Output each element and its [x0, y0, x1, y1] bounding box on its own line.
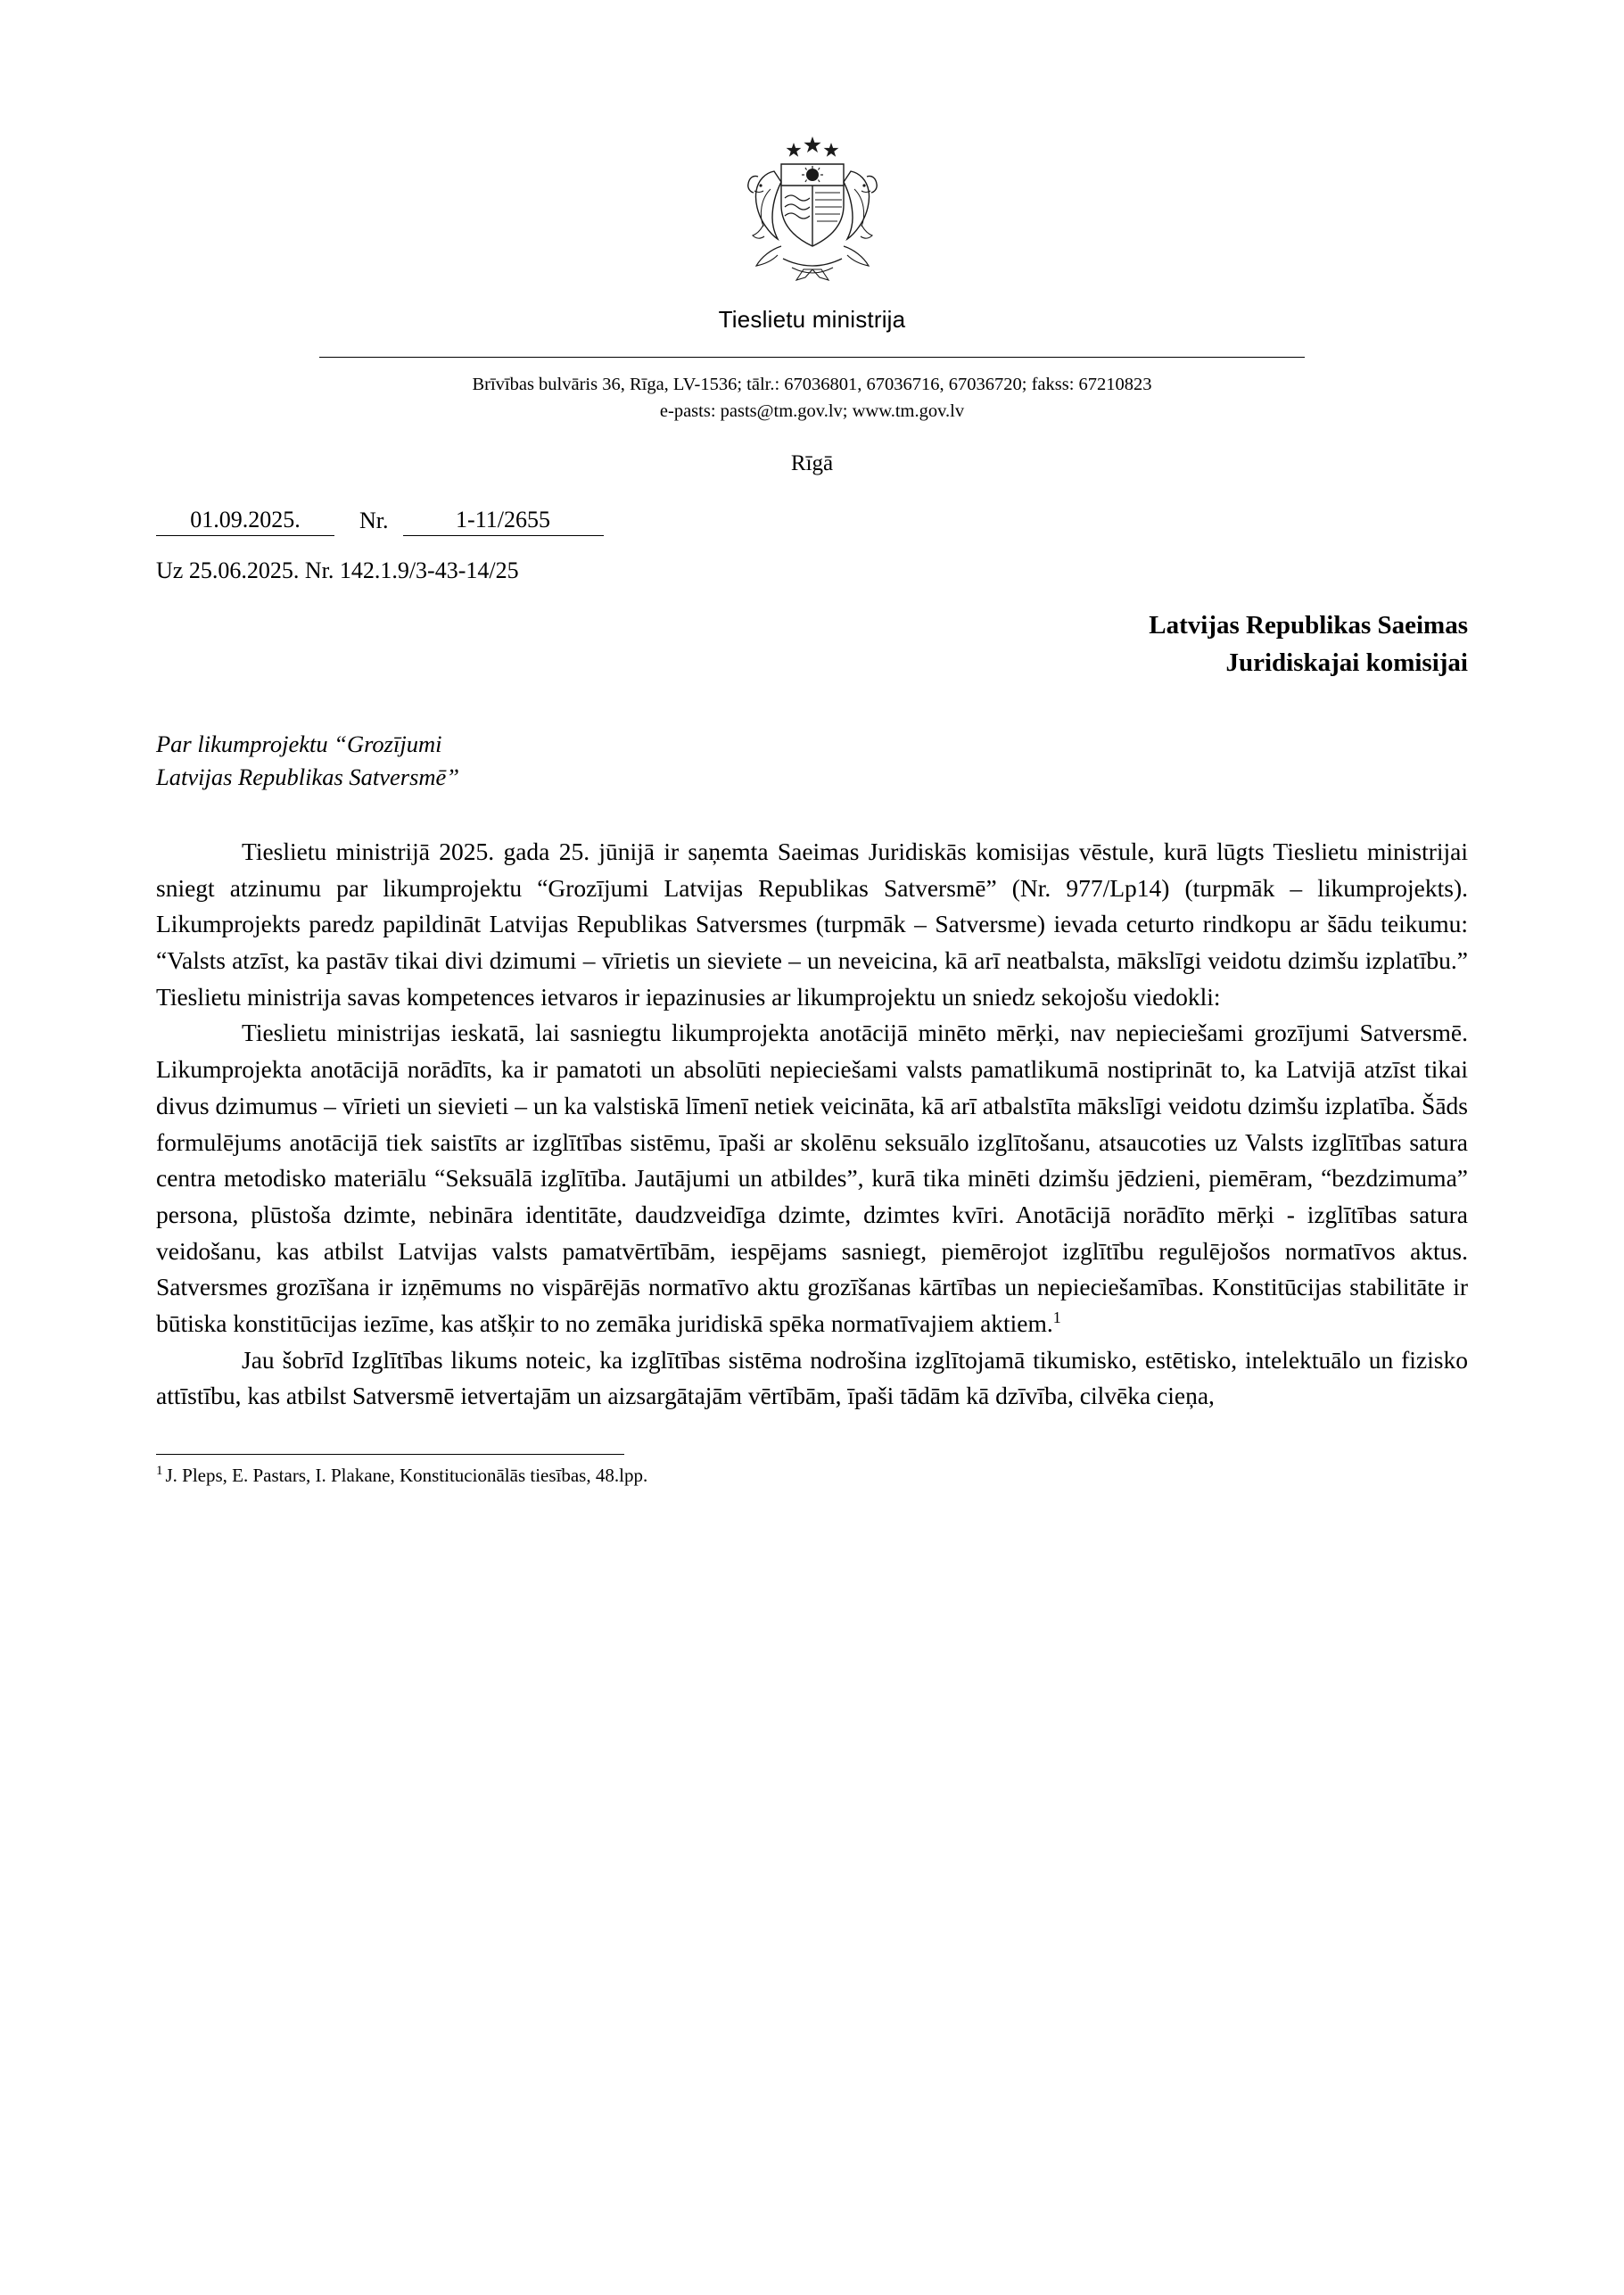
subject-line-1: Par likumprojektu “Grozījumi — [156, 730, 442, 757]
subject-line-2: Latvijas Republikas Satversmē” — [156, 764, 460, 791]
footnote-marker: 1 — [1052, 1308, 1061, 1326]
footnote-divider — [156, 1454, 624, 1455]
footnote-area — [156, 1454, 1468, 1489]
ministry-name: Tieslietu ministrija — [718, 306, 906, 333]
latvia-coat-of-arms-icon — [719, 134, 906, 299]
footnote — [156, 1463, 1468, 1489]
contact-line-2: e-pasts: pasts@tm.gov.lv; www.tm.gov.lv — [659, 400, 965, 421]
document-number-label: Nr. — [359, 508, 389, 534]
reference-block — [156, 507, 1468, 536]
document-number: 1-11/2655 — [403, 507, 604, 536]
reply-reference: Uz 25.06.2025. Nr. 142.1.9/3-43-14/25 — [156, 557, 519, 584]
letter-body — [156, 834, 1468, 1415]
body-paragraph-2-text: Tieslietu ministrijas ieskatā, lai sasniegtu likumprojekta anotācijā minēto mērķi, nav nepieciešami grozījumi Satversmē. Likumprojekta anotācijā norādīts, ka ir pamatoti un absolūti nepieciešami valsts pamatlikumā nostiprināt to, ka Latvijā atzīst tikai divus dzimumus – vīrieti un sievieti – un ka valstiskā līmenī netiek veicināta, kā arī atbalstīta mākslīgi veidotu dzimšu izplatība. Šāds formulējums anotācijā tiek saistīts ar izglītības sistēmu, īpaši ar skolēnu seksuālo izglītošanu, atsaucoties uz Valsts izglītības satura centra metodisko materiālu “Seksuālā izglītība. Jautājumi un atbildes”, kurā tika minēti dzimšu jēdzieni, piemēram, “bezdzimuma” persona, plūstoša dzimte, nebināra identitāte, daudzveidīga dzimte, dzimtes kvīri. Anotācijā norādīto mērķi - izglītības satura veidošanu, kas atbilst Latvijas valsts pamatvērtībām, iespējams sasniegt, piemērojot izglītību regulējošos normatīvos aktus. Satversmes grozīšana ir izņēmums no vispārējās normatīvo aktu grozīšanas kārtības un nepieciešamības. Konstitūcijas stabilitāte ir būtiska konstitūcijas iezīme, kas atšķir to no zemāka juridiskā spēka normatīvajiem aktiem. — [156, 1019, 1468, 1337]
addressee-line-2: Juridiskajai komisijai — [1225, 648, 1468, 677]
body-paragraph-1: Tieslietu ministrijā 2025. gada 25. jūnijā ir saņemta Saeimas Juridiskās komisijas vēstule, kurā lūgts Tieslietu ministrijai sniegt atzinumu par likumprojektu “Grozījumi Latvijas Republikas Satversmē” (Nr. 977/Lp14) (turpmāk – likumprojekts). Likumprojekts paredz papildināt Latvijas Republikas Satversmes (turpmāk – Satversme) ievada ceturto rindkopu ar šādu teikumu: “Valsts atzīst, ka pastāv tikai divi dzimumi – vīrietis un sieviete – un neveicina, kā arī neatbalsta, mākslīgi veidotu dzimšu izplatību.” Tieslietu ministrija savas kompetences ietvaros ir iepazinusies ar likumprojektu un sniedz sekojošu viedokli: — [156, 838, 1468, 1011]
letterhead-divider — [319, 357, 1305, 358]
city-label: Rīgā — [790, 451, 834, 476]
subject-block — [156, 728, 606, 795]
document-date: 01.09.2025. — [156, 507, 334, 536]
addressee-line-1: Latvijas Republikas Saeimas — [1149, 611, 1468, 640]
addressee — [156, 607, 1468, 681]
footnote-number: 1 — [156, 1464, 163, 1479]
body-paragraph-3: Jau šobrīd Izglītības likums noteic, ka izglītības sistēma nodrošina izglītojamā tikumisko, estētisko, intelektuālo un fizisko attīstību, kas atbilst Satversmē ietvertajām un aizsargātajām vērtībām, īpaši tādām kā dzīvība, cilvēka cieņa, — [156, 1345, 1468, 1410]
footnote-text: J. Pleps, E. Pastars, I. Plakane, Konstitucionālās tiesības, 48.lpp. — [165, 1465, 648, 1487]
letterhead — [156, 134, 1468, 476]
body-paragraph-2 — [156, 1015, 1468, 1342]
contact-line-1: Brīvības bulvāris 36, Rīga, LV-1536; tālr.: 67036801, 67036716, 67036720; fakss: 67210823 — [472, 375, 1152, 394]
